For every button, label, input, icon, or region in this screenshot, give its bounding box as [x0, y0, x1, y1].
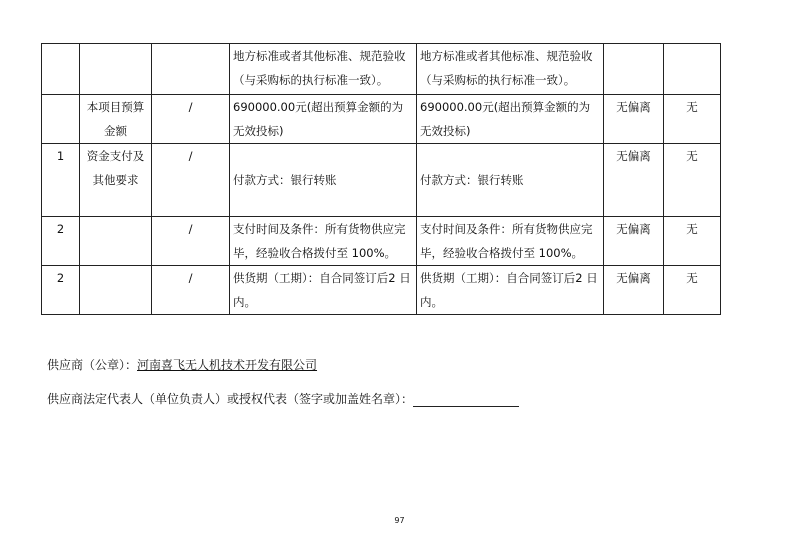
- ref-cell: /: [152, 95, 230, 144]
- supplier-name: 河南喜飞无人机技术开发有限公司: [137, 358, 318, 372]
- response-text: 付款方式：银行转账: [420, 173, 524, 187]
- requirement-cell: [230, 144, 417, 217]
- requirement-cell: 支付时间及条件：所有货物供应完毕，经验收合格拨付至 100%。: [230, 217, 417, 266]
- item-cell: 本项目预算金额: [80, 95, 152, 144]
- seq-cell: 2: [42, 266, 80, 315]
- table-row: [42, 217, 721, 266]
- deviation-cell: 无偏离: [604, 217, 664, 266]
- seq-cell: [42, 44, 80, 95]
- table-row: [42, 44, 721, 95]
- representative-line: [47, 390, 519, 407]
- item-cell: [80, 217, 152, 266]
- seq-cell: 2: [42, 217, 80, 266]
- note-cell: 无: [664, 266, 721, 315]
- response-cell: 支付时间及条件：所有货物供应完毕，经验收合格拨付至 100%。: [417, 217, 604, 266]
- item-cell: 资金支付及其他要求: [80, 144, 152, 217]
- table-row: [42, 144, 721, 217]
- ref-cell: /: [152, 217, 230, 266]
- requirement-cell: 地方标准或者其他标准、规范验收（与采购标的执行标准一致）。: [230, 44, 417, 95]
- seq-cell: [42, 95, 80, 144]
- response-cell: 供货期（工期）：自合同签订后2 日内。: [417, 266, 604, 315]
- note-cell: [664, 44, 721, 95]
- signature-blank: [413, 394, 519, 407]
- requirement-text: 付款方式：银行转账: [233, 173, 337, 187]
- note-cell: 无: [664, 217, 721, 266]
- response-cell: 690000.00元(超出预算金额的为无效投标): [417, 95, 604, 144]
- deviation-cell: 无偏离: [604, 95, 664, 144]
- ref-cell: [152, 44, 230, 95]
- requirement-cell: 供货期（工期）：自合同签订后2 日内。: [230, 266, 417, 315]
- requirement-cell: 690000.00元(超出预算金额的为无效投标): [230, 95, 417, 144]
- deviation-table: [41, 43, 721, 315]
- representative-label: 供应商法定代表人（单位负责人）或授权代表（签字或加盖姓名章）：: [47, 392, 414, 406]
- response-cell: [417, 144, 604, 217]
- item-cell: [80, 266, 152, 315]
- response-cell: 地方标准或者其他标准、规范验收（与采购标的执行标准一致）。: [417, 44, 604, 95]
- table-row: [42, 95, 721, 144]
- table-row: [42, 266, 721, 315]
- supplier-line: [47, 356, 317, 373]
- item-cell: [80, 44, 152, 95]
- page-number: 97: [394, 516, 405, 525]
- note-cell: 无: [664, 95, 721, 144]
- deviation-cell: 无偏离: [604, 144, 664, 217]
- deviation-cell: 无偏离: [604, 266, 664, 315]
- ref-cell: /: [152, 144, 230, 217]
- ref-cell: /: [152, 266, 230, 315]
- seq-cell: 1: [42, 144, 80, 217]
- note-cell: 无: [664, 144, 721, 217]
- supplier-label: 供应商（公章）：: [47, 358, 138, 372]
- deviation-cell: [604, 44, 664, 95]
